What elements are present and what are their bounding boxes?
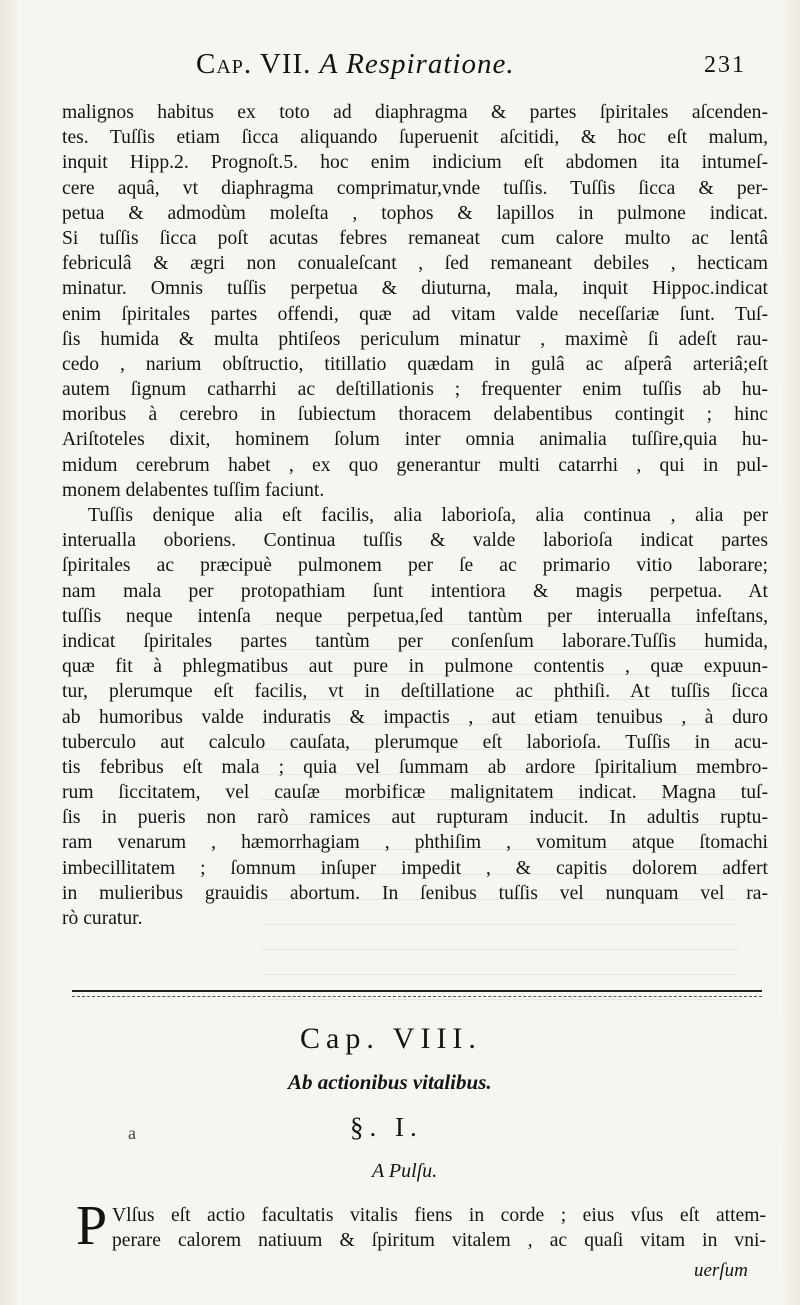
body-line: indicat ſpiritales partes tantùm per conſenſum laborare.Tuſſis humida, (62, 630, 768, 652)
body-line: rò curatur. (62, 908, 143, 929)
drop-cap: P (76, 1195, 108, 1257)
body-line: ſpiritales ac præcipuè pulmonem per ſe ac primario vitio laborare; (62, 555, 768, 577)
body-line: imbecillitatem ; ſomnum inſuper impedit , & capitis dolorem adfert (62, 857, 768, 879)
body-line: tuberculo aut calculo cauſata, plerumque eſt laborioſa. Tuſſis in acu- (62, 731, 768, 753)
running-title-num: VII. (259, 48, 312, 80)
body-line: malignos habitus ex toto ad diaphragma & partes ſpiritales aſcenden- (62, 102, 768, 123)
body-line: rum ſiccitatem, vel cauſæ morbificæ malignitatem indicat. Magna tuſ- (62, 782, 768, 804)
body-line: nam mala per protopathiam ſunt intentiora & magis perpetua. At (62, 580, 768, 602)
body-line: Si tuſſis ſicca poſt acutas febres remaneat cum calore multo ac lentâ (62, 227, 768, 249)
page-number: 231 (704, 52, 746, 78)
body-line: Tuſſis denique alia eſt facilis, alia laborioſa, alia continua , alia per (88, 505, 768, 526)
divider-rule (72, 990, 762, 992)
page-header (0, 48, 800, 88)
body-line: Ariſtoteles dixit, hominem ſolum inter omnia animalia tuſſire,quia hu- (62, 429, 768, 451)
body-line: minatur. Omnis tuſſis perpetua & diuturna, mala, inquit Hippoc.indicat (62, 278, 768, 300)
chapter-heading: Cap. VIII. (300, 1022, 482, 1055)
body-line: cere aquâ, vt diaphragma comprimatur,vnde tuſſis. Tuſſis ſicca & per- (62, 177, 768, 199)
body-line: tes. Tuſſis etiam ſicca aliquando ſuperuenit aſcitidi, & hoc eſt malum, (62, 127, 768, 149)
body-line: autem ſignum catharrhi ac deſtillationis ; frequenter enim tuſſis ab hu- (62, 379, 768, 401)
body-line: midum cerebrum habet , ex quo generantur multi catarrhi , qui in pul- (62, 454, 768, 476)
divider-rule-dashed (72, 996, 762, 997)
body-line: cedo , narium obſtructio, titillatio quædam in gulâ ac aſperâ arteriâ;eſt (62, 353, 768, 375)
body-line: ſis humida & multa phtiſeos periculum minatur , maximè ſi adeſt rau- (62, 328, 768, 350)
subsection-title: A Pulſu. (372, 1160, 438, 1182)
body-line: in mulieribus grauidis abortum. In ſenibus tuſſis vel nunquam vel ra- (62, 882, 768, 904)
body-line: ram venarum , hæmorrhagiam , phthiſim , vomitum atque ſtomachi (62, 832, 768, 854)
section-title: Ab actionibus vitalibus. (288, 1070, 492, 1094)
body-line: monem delabentes tuſſim faciunt. (62, 479, 325, 501)
body-line: petua & admodùm moleſta , tophos & lapillos in pulmone indicat. (62, 202, 768, 224)
body-line: febriculâ & ægri non conualeſcant , ſed remaneant debiles , hecticam (62, 253, 768, 275)
body-line: enim ſpiritales partes offendi, quæ ad vitam valde neceſſariæ ſunt. Tuſ- (62, 303, 768, 325)
catchword: uerſum (694, 1260, 748, 1281)
margin-mark: a (128, 1123, 136, 1143)
body-line: ſis in pueris non rarò ramices aut rupturam inducit. In adultis ruptu- (62, 807, 768, 829)
body-line: ab humoribus valde induratis & impactis , aut etiam tenuibus , à duro (62, 706, 768, 728)
section-number: §. I. (350, 1112, 423, 1142)
body-line: interualla oboriens. Continua tuſſis & valde laborioſa indicat partes (62, 530, 768, 552)
body-line: moribus à cerebro in ſubiectum thoracem delabentibus contingit ; hinc (62, 404, 768, 426)
running-title (196, 48, 515, 81)
body-line: inquit Hipp.2. Prognoſt.5. hoc enim indicium eſt abdomen ita intumeſ- (62, 152, 768, 174)
body-line: tuſſis neque intenſa neque perpetua,ſed tantùm per interualla infeſtans, (62, 605, 768, 627)
running-title-text: A Respiratione. (319, 48, 515, 80)
running-title-cap: Cap. (196, 48, 253, 80)
final-paragraph-line: perare calorem natiuum & ſpiritum vitalem , ac quaſi vitam in vni- (112, 1230, 766, 1252)
body-line: quæ fit à phlegmatibus aut pure in pulmone contentis , quæ expuun- (62, 656, 768, 678)
body-line: tur, plerumque eſt facilis, vt in deſtillatione ac phthiſi. At tuſſis ſicca (62, 681, 768, 703)
final-paragraph (112, 1204, 766, 1254)
body-line: tis febribus eſt mala ; quia vel ſummam ab ardore ſpiritalium membro- (62, 756, 768, 778)
body-text (62, 100, 768, 931)
final-paragraph-line: Vlſus eſt actio facultatis vitalis fiens in corde ; eius vſus eſt attem- (112, 1205, 766, 1226)
